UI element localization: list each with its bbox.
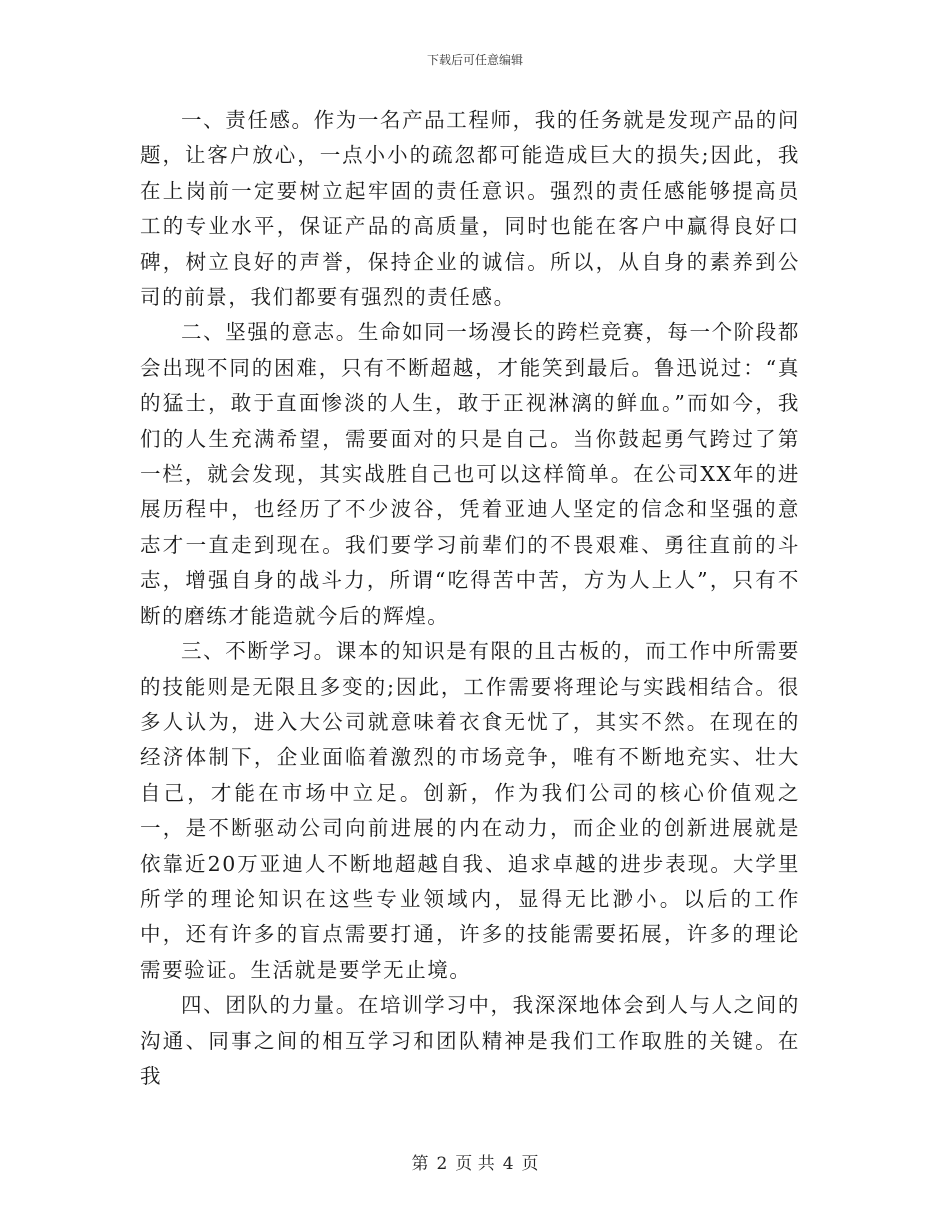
page-header [0,52,950,68]
footer-suffix: 页 [521,1154,539,1174]
page-number: 2 [436,1154,448,1174]
footer-middle: 页 共 [455,1154,495,1174]
footer-prefix: 第 [411,1154,429,1174]
paragraph-willpower: 二、坚强的意志。生命如同一场漫长的跨栏竞赛，每一个阶段都会出现不同的困难，只有不断超越，才能笑到最后。鲁迅说过：“真的猛士，敢于直面惨淡的人生，敢于正视淋漓的鲜血。”而如今，我们的人生充满希望，需要面对的只是自己。当你鼓起勇气跨过了第一栏，就会发现，其实战胜自己也可以这样简单。在公司XX年的进展历程中，也经历了不少波谷，凭着亚迪人坚定的信念和坚强的意志才一直走到现在。我们要学习前辈们的不畏艰难、勇往直前的斗志，增强自身的战斗力，所谓“吃得苦中苦，方为人上人”，只有不断的磨练才能造就今后的辉煌。 [140,320,800,628]
page-total: 4 [502,1154,514,1174]
paragraph-teamwork: 四、团队的力量。在培训学习中，我深深地体会到人与人之间的沟通、同事之间的相互学习和团队精神是我们工作取胜的关键。在我 [140,993,800,1088]
paragraph-learning: 三、不断学习。课本的知识是有限的且古板的，而工作中所需要的技能则是无限且多变的;因此，工作需要将理论与实践相结合。很多人认为，进入大公司就意味着衣食无忧了，其实不然。在现在的经济体制下，企业面临着激烈的市场竞争，唯有不断地充实、壮大自己，才能在市场中立足。创新，作为我们公司的核心价值观之一，是不断驱动公司向前进展的内在动力，而企业的创新进展就是依靠近20万亚迪人不断地超越自我、追求卓越的进步表现。大学里所学的理论知识在这些专业领域内，显得无比渺小。以后的工作中，还有许多的盲点需要打通，许多的技能需要拓展，许多的理论需要验证。生活就是要学无止境。 [140,639,800,982]
header-text: 下载后可任意编辑 [426,53,523,67]
page-footer [0,1153,950,1175]
paragraph-responsibility: 一、责任感。作为一名产品工程师，我的任务就是发现产品的问题，让客户放心，一点小小的疏忽都可能造成巨大的损失;因此，我在上岗前一定要树立起牢固的责任意识。强烈的责任感能够提高员工的专业水平，保证产品的高质量，同时也能在客户中赢得良好口碑，树立良好的声誉，保持企业的诚信。所以，从自身的素养到公司的前景，我们都要有强烈的责任感。 [140,108,800,310]
document-body [140,103,800,1094]
